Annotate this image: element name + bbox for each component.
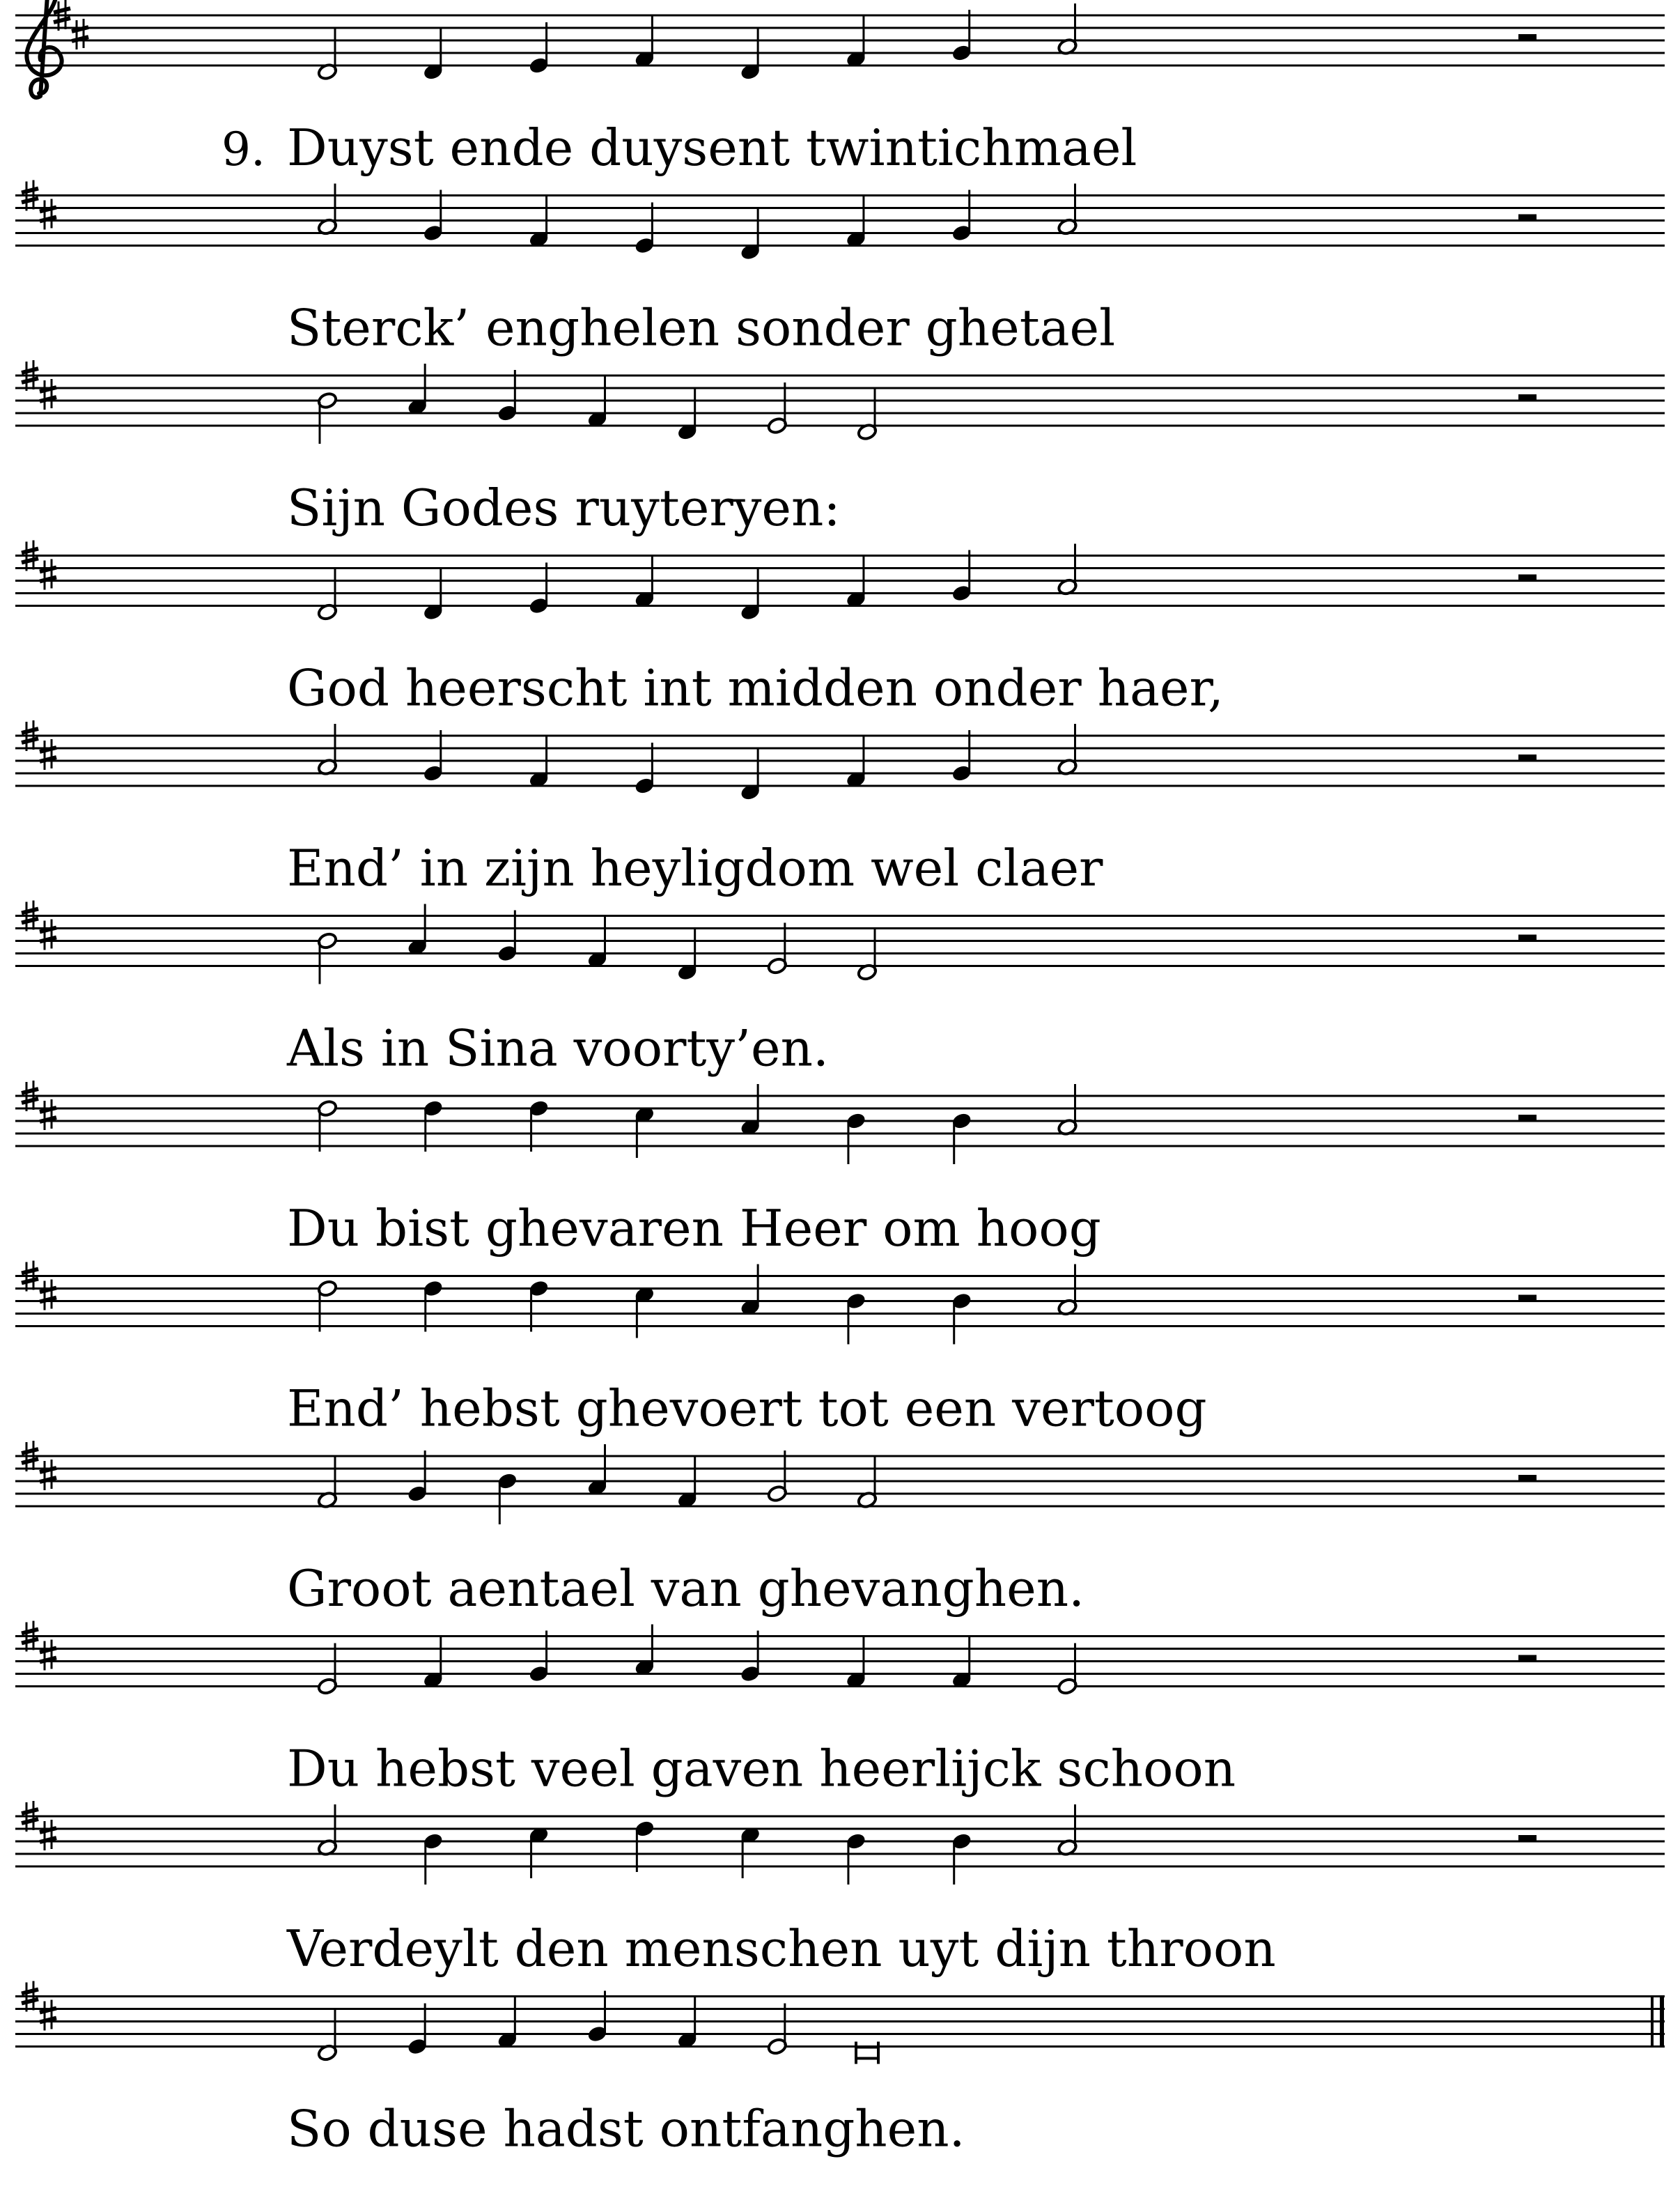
- half-note: [317, 1279, 338, 1331]
- lyric-line: End’ in zijn heyligdom wel claer: [287, 839, 1103, 897]
- half-note: [1057, 1264, 1078, 1317]
- sharp-icon: [40, 199, 56, 230]
- half-note: [1057, 1804, 1078, 1857]
- quarter-note: [846, 1832, 866, 1885]
- quarter-note: [423, 1832, 444, 1885]
- quarter-note: [634, 1820, 655, 1872]
- lyric-line: So duse hadst ontfanghen.: [287, 2099, 965, 2158]
- systems: [15, 0, 1665, 2158]
- half-note: [1057, 544, 1078, 596]
- staff: [15, 1997, 1665, 2047]
- quarter-note: [740, 1826, 761, 1878]
- quarter-note: [634, 743, 655, 795]
- sharp-icon: [40, 1640, 56, 1671]
- half-note: [317, 1099, 338, 1152]
- half-rest-icon: [1518, 575, 1537, 582]
- quarter-note: [740, 1631, 761, 1683]
- quarter-note: [677, 1457, 698, 1509]
- quarter-note: [529, 1631, 550, 1683]
- quarter-note: [423, 1637, 444, 1689]
- half-rest-icon: [1518, 1655, 1537, 1662]
- music-system: [15, 360, 1665, 537]
- music-system: [15, 1081, 1665, 1258]
- quarter-note: [407, 364, 428, 416]
- lyric-line: Als in Sina voorty’en.: [287, 1019, 829, 1078]
- half-note: [317, 29, 338, 81]
- sharp-icon: [40, 1460, 56, 1490]
- music-system: [15, 541, 1665, 718]
- staff: [15, 1096, 1665, 1146]
- half-rest-icon: [1518, 1835, 1537, 1842]
- music-system: [15, 1261, 1665, 1438]
- verse-number: 9.: [221, 123, 265, 176]
- quarter-note: [423, 569, 444, 621]
- quarter-note: [951, 730, 972, 782]
- quarter-note: [634, 1285, 655, 1338]
- quarter-note: [529, 736, 550, 789]
- half-note: [317, 184, 338, 236]
- quarter-note: [740, 1084, 761, 1136]
- half-note: [317, 931, 338, 984]
- quarter-note: [951, 1832, 972, 1885]
- half-note: [857, 389, 878, 441]
- quarter-note: [846, 1112, 866, 1164]
- staff: [15, 736, 1665, 786]
- quarter-note: [587, 1444, 608, 1496]
- music-system: [15, 720, 1665, 897]
- quarter-note: [846, 16, 866, 68]
- lyric-line: Duyst ende duysent twintichmael: [287, 118, 1137, 177]
- sharp-icon: [40, 1820, 56, 1850]
- sharp-icon: [40, 2000, 56, 2031]
- half-note: [767, 923, 788, 975]
- quarter-note: [497, 911, 518, 963]
- half-rest-icon: [1518, 394, 1537, 401]
- half-rest-icon: [1518, 1295, 1537, 1302]
- quarter-note: [634, 16, 655, 68]
- quarter-note: [677, 929, 698, 982]
- half-note: [1057, 1643, 1078, 1696]
- quarter-note: [846, 557, 866, 609]
- music-system: [15, 180, 1665, 357]
- sharp-icon: [40, 1280, 56, 1310]
- staff: [15, 1276, 1665, 1326]
- lyric-line: God heerscht int midden onder haer,: [287, 658, 1224, 718]
- staff: [15, 556, 1665, 606]
- lyric-line: Du bist ghevaren Heer om hoog: [287, 1199, 1101, 1258]
- quarter-note: [423, 1099, 444, 1152]
- music-system: [15, 1801, 1665, 1978]
- staff: [15, 1456, 1665, 1506]
- quarter-note: [529, 563, 550, 615]
- lyric-line: Groot aentael van ghevanghen.: [287, 1559, 1084, 1618]
- quarter-note: [423, 1279, 444, 1331]
- quarter-note: [407, 904, 428, 957]
- quarter-note: [407, 1450, 428, 1503]
- quarter-note: [529, 1279, 550, 1331]
- lyric-line: Du hebst veel gaven heerlijck schoon: [287, 1739, 1236, 1798]
- quarter-note: [740, 569, 761, 621]
- music-system: [15, 1981, 1665, 2158]
- half-note: [1057, 724, 1078, 776]
- lyric-line: Sterck’ enghelen sonder ghetael: [287, 298, 1116, 357]
- half-rest-icon: [1518, 935, 1537, 942]
- sharp-icon: [40, 559, 56, 590]
- quarter-note: [846, 736, 866, 789]
- quarter-note: [587, 917, 608, 969]
- staff: [15, 1816, 1665, 1866]
- quarter-note: [497, 1472, 518, 1524]
- quarter-note: [740, 1264, 761, 1317]
- half-note: [767, 1450, 788, 1503]
- music-system: [15, 1441, 1665, 1618]
- half-note: [317, 1643, 338, 1696]
- breve-note: [856, 2042, 878, 2064]
- half-rest-icon: [1518, 1115, 1537, 1122]
- staff: [15, 376, 1665, 426]
- quarter-note: [529, 1099, 550, 1152]
- sharp-icon: [72, 19, 88, 49]
- half-note: [1057, 184, 1078, 236]
- quarter-note: [497, 1997, 518, 2050]
- quarter-note: [497, 370, 518, 422]
- quarter-note: [846, 196, 866, 249]
- quarter-note: [951, 1112, 972, 1164]
- quarter-note: [529, 196, 550, 249]
- half-note: [317, 1457, 338, 1509]
- music-system: [15, 1621, 1665, 1798]
- half-note: [317, 1804, 338, 1857]
- half-rest-icon: [1518, 215, 1537, 222]
- quarter-note: [634, 1625, 655, 1677]
- quarter-note: [677, 389, 698, 441]
- sharp-icon: [40, 1099, 56, 1130]
- quarter-note: [634, 1106, 655, 1158]
- lyric-line: End’ hebst ghevoert tot een vertoog: [287, 1379, 1207, 1438]
- sharp-icon: [40, 379, 56, 410]
- quarter-note: [951, 190, 972, 242]
- quarter-note: [951, 10, 972, 62]
- quarter-note: [951, 1292, 972, 1344]
- half-note: [317, 2010, 338, 2062]
- staff: [15, 196, 1665, 246]
- staff: [15, 916, 1665, 966]
- quarter-note: [846, 1292, 866, 1344]
- half-note: [317, 724, 338, 776]
- quarter-note: [634, 557, 655, 609]
- half-note: [1057, 3, 1078, 56]
- quarter-note: [529, 22, 550, 75]
- quarter-note: [423, 730, 444, 782]
- half-note: [857, 1457, 878, 1509]
- half-note: [767, 2004, 788, 2056]
- quarter-note: [740, 749, 761, 801]
- music-system: [15, 0, 1665, 177]
- quarter-note: [740, 209, 761, 261]
- sharp-icon: [40, 739, 56, 770]
- half-note: [857, 929, 878, 982]
- quarter-note: [740, 29, 761, 81]
- half-rest-icon: [1518, 755, 1537, 761]
- music-system: [15, 901, 1665, 1078]
- quarter-note: [587, 1991, 608, 2043]
- half-note: [317, 392, 338, 444]
- lyric-line: Verdeylt den menschen uyt dijn throon: [287, 1919, 1276, 1978]
- staff: [15, 1637, 1665, 1687]
- quarter-note: [846, 1637, 866, 1689]
- half-note: [1057, 1084, 1078, 1136]
- quarter-note: [587, 376, 608, 428]
- half-note: [317, 569, 338, 621]
- lyric-line: Sijn Godes ruyteryen:: [287, 479, 841, 537]
- quarter-note: [423, 29, 444, 81]
- half-rest-icon: [1518, 1475, 1537, 1482]
- quarter-note: [423, 190, 444, 242]
- quarter-note: [951, 1637, 972, 1689]
- half-rest-icon: [1518, 34, 1537, 41]
- staff: [15, 15, 1665, 65]
- sharp-icon: [40, 920, 56, 950]
- half-note: [767, 382, 788, 435]
- quarter-note: [677, 1997, 698, 2050]
- quarter-note: [529, 1826, 550, 1878]
- quarter-note: [634, 203, 655, 255]
- quarter-note: [951, 550, 972, 603]
- quarter-note: [407, 2004, 428, 2056]
